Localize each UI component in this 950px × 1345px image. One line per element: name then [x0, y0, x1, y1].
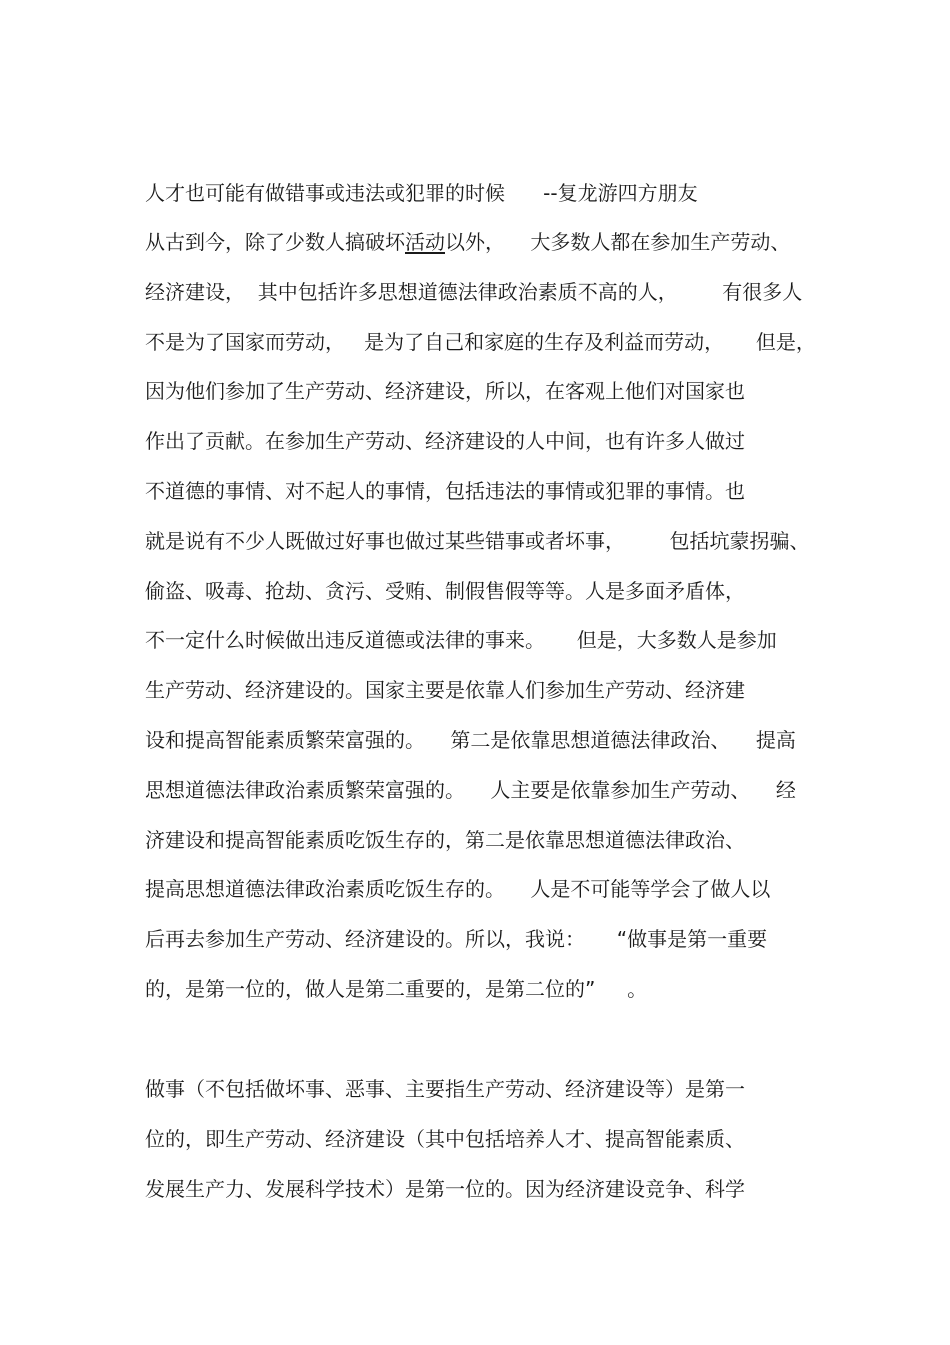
paragraph-line: 位的，即生产劳动、经济建设（其中包括培养人才、提高智能素质、 [145, 1127, 745, 1151]
paragraph-line: 生产劳动、经济建设的。国家主要是依靠人们参加生产劳动、经济建 [145, 678, 745, 702]
paragraph-line: 后再去参加生产劳动、经济建设的。所以，我说： “做事是第一重要 [145, 927, 768, 951]
paragraph-line: 经济建设， 其中包括许多思想道德法律政治素质不高的人， 有很多人 [145, 280, 803, 304]
paragraph-line: 做事（不包括做坏事、恶事、主要指生产劳动、经济建设等）是第一 [145, 1077, 745, 1101]
paragraph-line: 的，是第一位的，做人是第二重要的，是第二位的” 。 [145, 977, 648, 1001]
text-span: 以外， 大多数人都在参加生产劳动、 [445, 230, 791, 254]
paragraph-line [145, 229, 825, 255]
paragraph-line: 作出了贡献。在参加生产劳动、经济建设的人中间，也有许多人做过 [145, 429, 745, 453]
paragraph-line: 思想道德法律政治素质繁荣富强的。 人主要是依靠参加生产劳动、 经 [145, 778, 796, 802]
paragraph-line: 因为他们参加了生产劳动、经济建设，所以，在客观上他们对国家也 [145, 379, 745, 403]
paragraph-line: 设和提高智能素质繁荣富强的。 第二是依靠思想道德法律政治、 提高 [145, 728, 796, 752]
paragraph-line: 提高思想道德法律政治素质吃饭生存的。 人是不可能等学会了做人以 [145, 877, 771, 901]
paragraph-line: 就是说有不少人既做过好事也做过某些错事或者坏事， 包括坑蒙拐骗、 [145, 529, 810, 553]
paragraph-line: 发展生产力、发展科学技术）是第一位的。因为经济建设竞争、科学 [145, 1177, 745, 1201]
paragraph-line: 不是为了国家而劳动， 是为了自己和家庭的生存及利益而劳动， 但是， [145, 330, 816, 354]
text-span: 从古到今，除了少数人搞破坏 [145, 230, 405, 254]
document-title: 人才也可能有做错事或违法或犯罪的时候 --复龙游四方朋友 [145, 181, 698, 205]
paragraph-line: 不道德的事情、对不起人的事情，包括违法的事情或犯罪的事情。也 [145, 479, 745, 503]
paragraph-line: 偷盗、吸毒、抢劫、贪污、受贿、制假售假等等。人是多面矛盾体， [145, 579, 745, 603]
paragraph-line: 济建设和提高智能素质吃饭生存的，第二是依靠思想道德法律政治、 [145, 828, 745, 852]
underlined-text: 活动 [405, 230, 445, 254]
paragraph-line: 不一定什么时候做出违反道德或法律的事来。 但是，大多数人是参加 [145, 628, 777, 652]
